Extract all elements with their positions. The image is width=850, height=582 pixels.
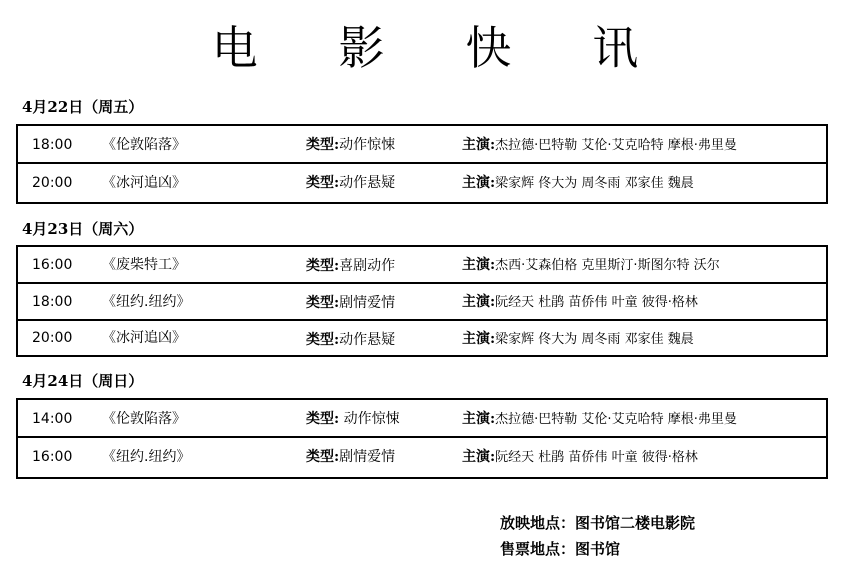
- cast-cell: [462, 164, 694, 203]
- genre-value: 剧情爱情: [339, 449, 396, 465]
- page-title: 电 影 快 讯: [211, 21, 672, 75]
- schedule-box-apr22: [16, 124, 828, 204]
- genre-cell: [306, 321, 395, 359]
- screening-row: [18, 284, 826, 321]
- schedule-box-apr23: [16, 245, 828, 357]
- screening-time: 18:00: [32, 294, 73, 310]
- date-heading-apr22: 4月22日（周五）: [22, 98, 144, 116]
- cast-cell: [462, 284, 698, 322]
- screening-time: 14:00: [32, 411, 73, 427]
- genre-cell: [306, 126, 395, 164]
- genre-label: 类型:: [306, 332, 340, 348]
- screening-time: 16:00: [32, 449, 73, 465]
- cast-value: 杰拉德·巴特勒 艾伦·艾克哈特 摩根·弗里曼: [495, 412, 737, 427]
- movie-title: 《冰河追凶》: [102, 330, 186, 346]
- movie-title: 《伦敦陷落》: [102, 411, 186, 427]
- genre-label: 类型:: [306, 411, 340, 427]
- cast-label: 主演:: [462, 331, 496, 347]
- screening-row: [18, 438, 826, 477]
- venue-info: 放映地点：图书馆二楼电影院: [500, 514, 696, 532]
- genre-value: 动作悬疑: [339, 175, 396, 191]
- genre-cell: [306, 438, 395, 477]
- genre-value: 动作惊悚: [339, 411, 400, 427]
- screening-row: [18, 400, 826, 438]
- cast-cell: [462, 438, 698, 477]
- genre-label: 类型:: [306, 258, 340, 274]
- screening-time: 20:00: [32, 330, 73, 346]
- genre-value: 动作悬疑: [339, 332, 396, 348]
- cast-cell: [462, 321, 694, 359]
- cast-value: 杰拉德·巴特勒 艾伦·艾克哈特 摩根·弗里曼: [495, 138, 737, 153]
- screening-row: [18, 164, 826, 202]
- cast-cell: [462, 400, 737, 439]
- cast-cell: [462, 247, 720, 285]
- cast-value: 梁家辉 佟大为 周冬雨 邓家佳 魏晨: [495, 176, 694, 191]
- genre-value: 动作惊悚: [339, 137, 396, 153]
- cast-value: 梁家辉 佟大为 周冬雨 邓家佳 魏晨: [495, 332, 694, 347]
- cast-value: 阮经天 杜鹃 苗侨伟 叶童 彼得·格林: [495, 295, 698, 310]
- screening-row: [18, 321, 826, 355]
- cast-label: 主演:: [462, 137, 496, 153]
- screening-time: 18:00: [32, 137, 73, 153]
- cast-value: 阮经天 杜鹃 苗侨伟 叶童 彼得·格林: [495, 450, 698, 465]
- cast-label: 主演:: [462, 175, 496, 191]
- ticket-info: 售票地点：图书馆: [500, 540, 621, 558]
- cast-label: 主演:: [462, 257, 496, 273]
- genre-label: 类型:: [306, 137, 340, 153]
- cast-cell: [462, 126, 737, 165]
- movie-title: 《废柴特工》: [102, 257, 186, 273]
- cast-label: 主演:: [462, 449, 496, 465]
- genre-label: 类型:: [306, 295, 340, 311]
- movie-title: 《冰河追凶》: [102, 175, 186, 191]
- genre-value: 喜剧动作: [339, 258, 396, 274]
- cast-label: 主演:: [462, 411, 496, 427]
- genre-value: 剧情爱情: [339, 295, 396, 311]
- cast-value: 杰西·艾森伯格 克里斯汀·斯图尔特 沃尔: [495, 258, 720, 273]
- date-heading-apr24: 4月24日（周日）: [22, 372, 144, 390]
- genre-cell: [306, 164, 395, 202]
- genre-cell: [306, 247, 395, 285]
- genre-cell: [306, 284, 395, 322]
- genre-label: 类型:: [306, 449, 340, 465]
- screening-time: 20:00: [32, 175, 73, 191]
- movie-title: 《纽约.纽约》: [102, 449, 191, 465]
- screening-time: 16:00: [32, 257, 73, 273]
- movie-title: 《伦敦陷落》: [102, 137, 186, 153]
- cast-label: 主演:: [462, 294, 496, 310]
- schedule-box-apr24: [16, 398, 828, 479]
- genre-label: 类型:: [306, 175, 340, 191]
- screening-row: [18, 126, 826, 164]
- screening-row: [18, 247, 826, 284]
- movie-title: 《纽约.纽约》: [102, 294, 191, 310]
- genre-cell: [306, 400, 400, 438]
- date-heading-apr23: 4月23日（周六）: [22, 220, 144, 238]
